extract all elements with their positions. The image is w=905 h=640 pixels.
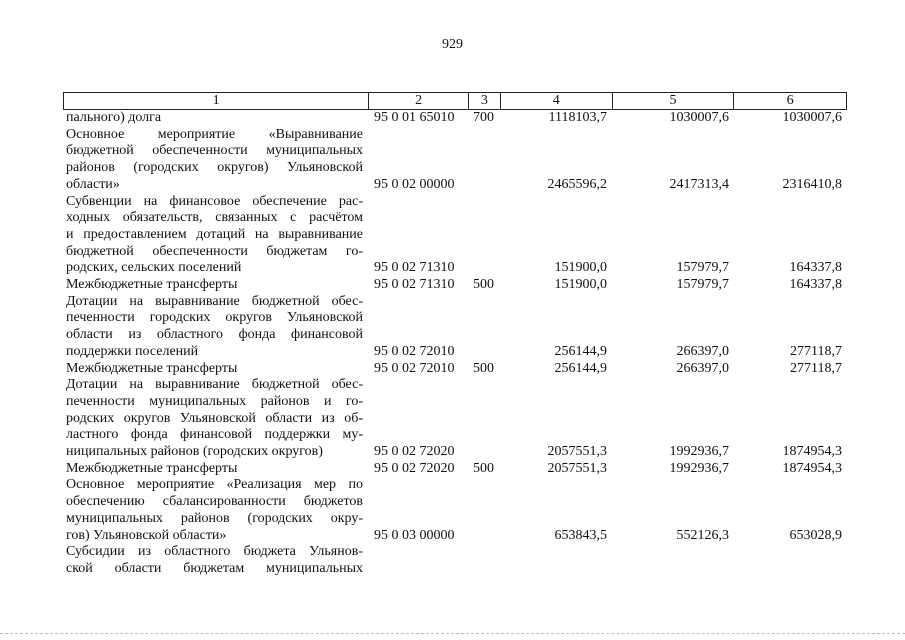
description-line: гов) Ульяновской области» xyxy=(66,527,227,543)
row-value-col5: 157979,7 xyxy=(676,277,729,293)
description-line: Межбюджетные трансферты xyxy=(66,360,238,376)
row-value-col6: 1874954,3 xyxy=(782,460,842,476)
description-line: печенности муниципальных районов и го- xyxy=(66,393,363,409)
row-value-col5: 1030007,6 xyxy=(669,110,729,125)
description-line: Субсидии из областного бюджета Ульянов- xyxy=(66,544,363,560)
row-value-col6: 1874954,3 xyxy=(782,444,842,460)
row-value-col5: 1992936,7 xyxy=(669,444,729,460)
description-line: обеспечению сбалансированности бюджетов xyxy=(66,494,363,510)
table-row xyxy=(63,277,847,294)
row-expense-type: 500 xyxy=(473,360,494,376)
description-line: Субвенции на финансовое обеспечение рас- xyxy=(66,193,363,209)
description-line: Дотации на выравнивание бюджетной обес- xyxy=(66,377,363,393)
row-value-col4: 2057551,3 xyxy=(547,444,607,460)
row-value-col5: 266397,0 xyxy=(676,343,729,359)
row-code: 95 0 02 72010 xyxy=(374,360,455,376)
row-code: 95 0 02 72010 xyxy=(374,343,455,359)
description-line: родских округов Ульяновской области из об- xyxy=(66,410,363,426)
row-value-col6: 164337,8 xyxy=(789,277,842,293)
row-value-col6: 1030007,6 xyxy=(782,110,842,125)
table-row xyxy=(63,127,847,194)
description-line: печенности городских округов Ульяновской xyxy=(66,310,363,326)
description-line: пального) долга xyxy=(66,110,162,125)
header-col-5: 5 xyxy=(613,93,735,109)
row-value-col4: 2057551,3 xyxy=(547,460,607,476)
row-value-col6: 2316410,8 xyxy=(782,176,842,192)
description-line: и предоставлением дотаций на выравнивание xyxy=(66,226,363,242)
row-value-col5: 1992936,7 xyxy=(669,460,729,476)
header-col-1: 1 xyxy=(64,93,369,109)
row-description xyxy=(63,127,847,194)
description-line: Основное мероприятие «Выравнивание xyxy=(66,126,363,142)
row-code: 95 0 02 71310 xyxy=(374,260,455,276)
description-line: ской области бюджетам муниципальных xyxy=(66,560,363,576)
description-line: бюджетной обеспеченности бюджетам го- xyxy=(66,243,363,259)
row-description xyxy=(63,194,847,278)
row-value-col6: 277118,7 xyxy=(790,360,842,376)
description-line: ниципальных районов (городских округов) xyxy=(66,444,323,460)
row-value-col5: 552126,3 xyxy=(676,527,729,543)
table-row xyxy=(63,294,847,361)
table-row xyxy=(63,377,847,461)
table-row xyxy=(63,461,847,478)
row-value-col4: 2465596,2 xyxy=(547,176,607,192)
row-description xyxy=(63,277,847,294)
table-body xyxy=(63,110,847,578)
description-line: Межбюджетные трансферты xyxy=(66,460,238,476)
row-description xyxy=(63,544,847,577)
row-expense-type: 700 xyxy=(473,110,494,125)
row-expense-type: 500 xyxy=(473,460,494,476)
description-line: родских, сельских поселений xyxy=(66,260,242,276)
row-description xyxy=(63,377,847,461)
row-value-col6: 277118,7 xyxy=(790,343,842,359)
scan-edge-divider xyxy=(0,633,905,634)
table-row xyxy=(63,544,847,577)
row-description xyxy=(63,477,847,544)
header-col-6: 6 xyxy=(786,93,794,108)
description-line: Основное мероприятие «Реализация мер по xyxy=(66,477,363,493)
row-description xyxy=(63,461,847,478)
row-code: 95 0 02 72020 xyxy=(374,444,455,460)
row-value-col4: 1118103,7 xyxy=(548,110,607,125)
description-line: муниципальных районов (городских окру- xyxy=(66,510,363,526)
row-value-col4: 151900,0 xyxy=(554,277,607,293)
description-line: бюджетной обеспеченности муниципальных xyxy=(66,143,363,159)
table-row xyxy=(63,110,847,127)
row-value-col5: 2417313,4 xyxy=(669,176,729,192)
table-row xyxy=(63,194,847,278)
row-description xyxy=(63,361,847,378)
row-value-col6: 164337,8 xyxy=(789,260,842,276)
header-col-2: 2 xyxy=(369,93,469,109)
row-code: 95 0 02 00000 xyxy=(374,176,455,192)
row-expense-type: 500 xyxy=(473,277,494,293)
description-line: поддержки поселений xyxy=(66,343,199,359)
row-value-col6: 653028,9 xyxy=(789,527,842,543)
row-value-col4: 653843,5 xyxy=(554,527,607,543)
row-description xyxy=(63,294,847,361)
description-line: области» xyxy=(66,176,120,192)
row-description xyxy=(63,110,847,127)
row-value-col5: 266397,0 xyxy=(676,360,729,376)
description-line: ластного фонда финансовой поддержки му- xyxy=(66,427,363,443)
table-row xyxy=(63,477,847,544)
row-value-col4: 151900,0 xyxy=(554,260,607,276)
page-number: 929 xyxy=(442,37,463,52)
description-line: районов (городских округов) Ульяновской xyxy=(66,160,363,176)
table-row xyxy=(63,361,847,378)
description-line: области из областного фонда финансовой xyxy=(66,327,363,343)
header-col-3: 3 xyxy=(469,93,501,109)
row-code: 95 0 02 71310 xyxy=(374,277,455,293)
description-line: Межбюджетные трансферты xyxy=(66,277,238,293)
header-col-4: 4 xyxy=(501,93,613,109)
row-value-col4: 256144,9 xyxy=(554,360,607,376)
table-header xyxy=(63,92,847,110)
row-code: 95 0 02 72020 xyxy=(374,460,455,476)
row-value-col4: 256144,9 xyxy=(554,343,607,359)
row-code: 95 0 03 00000 xyxy=(374,527,455,543)
row-code: 95 0 01 65010 xyxy=(374,110,455,125)
description-line: Дотации на выравнивание бюджетной обес- xyxy=(66,293,363,309)
description-line: ходных обязательств, связанных с расчётом xyxy=(66,210,363,226)
row-value-col5: 157979,7 xyxy=(676,260,729,276)
